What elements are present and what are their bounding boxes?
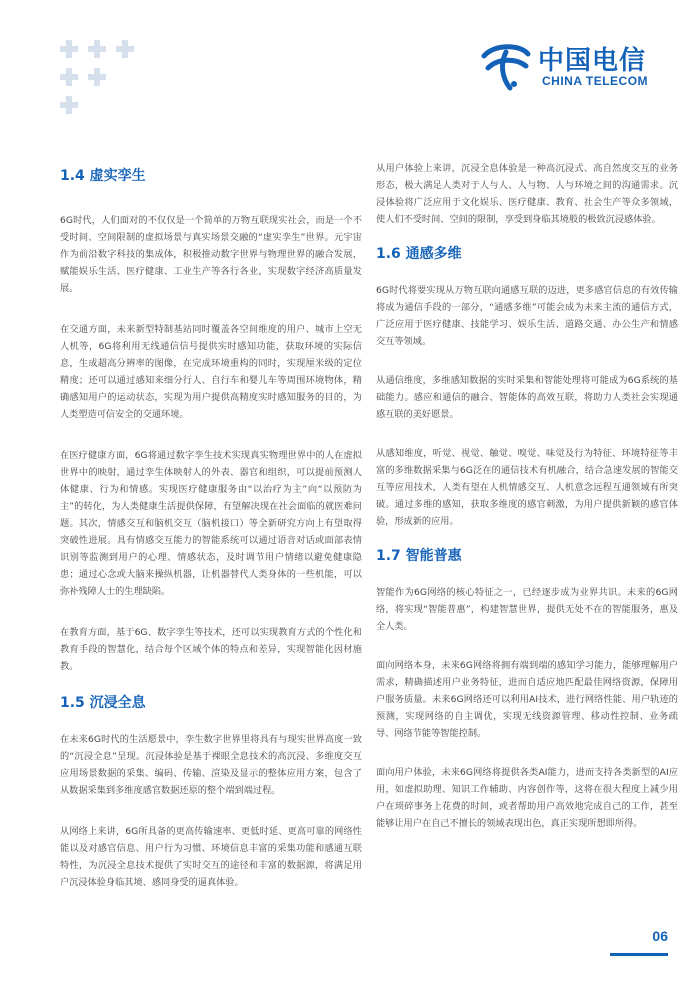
plus-icon <box>88 68 106 86</box>
page-number-underline <box>610 953 668 956</box>
plus-icon <box>60 40 78 58</box>
paragraph: 6G时代，人们面对的不仅仅是一个简单的万物互联现实社会，而是一个不受时间、空间限制的虚拟场景与真实场景交融的“虚实孪生”世界。元宇宙作为前沿数字科技的集成体，积极推动数字世界与物理世界的融合发展，赋能娱乐生活、医疗健康、工业生产等各行各业，实现数字经济高质量发展。 <box>60 215 362 294</box>
plus-icon <box>88 40 106 58</box>
paragraph: 面向网络本身，未来6G网络将拥有端到端的感知学习能力，能够理解用户需求，精确描述用户业务特征，进而自适应地匹配最佳网络资源，保障用户服务质量。未来6G网络还可以利用AI技术，进行网络性能、用户轨迹的预测，实现网络的自主调优，实现无线资源管理、移动性控制、业务疏导、网络节能等智能控制。 <box>376 660 678 739</box>
paragraph: 从用户体验上来讲，沉浸全息体验是一种高沉浸式、高自然度交互的业务形态，极大满足人类对于人与人、人与物、人与环境之间的沟通需求。沉浸体验将广泛应用于文化娱乐、医疗健康、教育、社会生产等众多领域，使人们不受时间、空间的限制，享受到身临其境般的极致沉浸感体验。 <box>376 163 678 225</box>
paragraph: 从感知维度，听觉、视觉、触觉、嗅觉、味觉及行为特征、环境特征等丰富的多维数据采集与6G泛在的通信技术有机融合，结合急速发展的智能交互等应用技术，人类有望在人机情感交互、人机意念远程互通领域有所突破。通过多维的感知，获取多维度的感官刺激，为用户提供新颖的感官体验，形成新的应用。 <box>376 448 678 527</box>
section-heading-1-6: 1.6 通感多维 <box>376 246 462 262</box>
paragraph: 从通信维度，多维感知数据的实时采集和智能处理将可能成为6G系统的基础能力。感应和通信的融合、智能体的高效互联，将助力人类社会实现通感互联的美好愿景。 <box>376 375 678 420</box>
plus-icon <box>60 68 78 86</box>
paragraph: 在医疗健康方面，6G将通过数字孪生技术实现真实物理世界中的人在虚拟世界中的映射，通过孪生体映射人的外表、器官和组织，可以提前预测人体健康、行为和情感。实现医疗健康服务由“以治疗为主”向“以预防为主”的转化，为人类健康生活提供保障，有望解决现在社会面临的就医难问题。其次，情感交互和脑机交互（脑机接口）等全新研究方向上有望取得突破性进展。具有情感交互能力的智能系统可以通过语音对话或面部表情识别等监测到用户的心理、情感状态，及时调节用户情绪以避免健康隐患；通过心念或大脑来操纵机器，让机器替代人类身体的一些机能，可以弥补残障人士的生理缺陷。 <box>60 450 362 597</box>
plus-icon <box>116 40 134 58</box>
paragraph: 在交通方面，未来新型特制基站同时覆盖各空间维度的用户、城市上空无人机等，6G将利用无线通信信号提供实时感知功能，获取环境的实际信息，生成超高分辨率的图像，在完成环境重构的同时，实现厘米级的定位精度；还可以通过感知来细分行人、自行车和婴儿车等周围环境物体，精确感知用户的运动状态，实现为用户提供高精度实时感知服务的目的，为人类塑造可信安全的交通环境。 <box>60 324 362 420</box>
section-heading-1-7: 1.7 智能普惠 <box>376 548 462 564</box>
section-heading-1-4: 1.4 虚实孪生 <box>60 168 146 184</box>
paragraph: 从网络上来讲，6G所具备的更高传输速率、更低时延、更高可靠的网络性能以及对感官信息、用户行为习惯、环境信息丰富的采集功能和感通互联特性，为沉浸全息技术提供了实时交互的途径和丰富的数据源，将满足用户沉浸体验身临其境、感同身受的逼真体验。 <box>60 826 362 888</box>
china-telecom-logo-icon <box>480 40 532 92</box>
right-column <box>376 160 678 832</box>
paragraph: 智能作为6G网络的核心特征之一，已经逐步成为业界共识。未来的6G网络，将实现“智能普惠”，构建智慧世界，提供无处不在的智能服务，惠及全人类。 <box>376 587 678 632</box>
plus-icon <box>60 96 78 114</box>
paragraph: 面向用户体验，未来6G网络将提供各类AI能力，进而支持各类新型的AI应用，如虚拟助理、知识工作辅助、内容创作等，这将在很大程度上减少用户在琐碎事务上花费的时间，或者帮助用户高效地完成自己的工作，甚至能够让用户在自己不擅长的领域表现出色，真正实现所想即所得。 <box>376 767 678 829</box>
left-column <box>60 160 362 891</box>
brand-name-cn: 中国电信 <box>538 46 647 76</box>
plus-grid-icon <box>60 40 140 120</box>
page-number: 06 <box>652 928 668 944</box>
paragraph: 在教育方面，基于6G、数字孪生等技术，还可以实现教育方式的个性化和教育手段的智慧化，结合每个区域个体的特点和差异，实现智能化因材施教。 <box>60 627 362 672</box>
brand-logo <box>480 38 670 94</box>
brand-name-en: CHINA TELECOM <box>542 74 649 88</box>
paragraph: 6G时代将要实现从万物互联向通感互联的迈进，更多感官信息的有效传输将成为通信手段的一部分，“通感多维”可能会成为未来主流的通信方式，广泛应用于医疗健康、技能学习、娱乐生活、道路交通、办公生产和情感交互等领域。 <box>376 285 678 347</box>
paragraph: 在未来6G时代的生活愿景中，孪生数字世界里将具有与现实世界高度一致的“沉浸全息”呈现。沉浸体验是基于裸眼全息技术的高沉浸、多维度交互应用场景数据的采集、编码、传输、渲染及显示的整体应用方案，包含了从数据采集到多维度感官数据还原的整个端到端过程。 <box>60 734 362 796</box>
section-heading-1-5: 1.5 沉浸全息 <box>60 695 146 711</box>
